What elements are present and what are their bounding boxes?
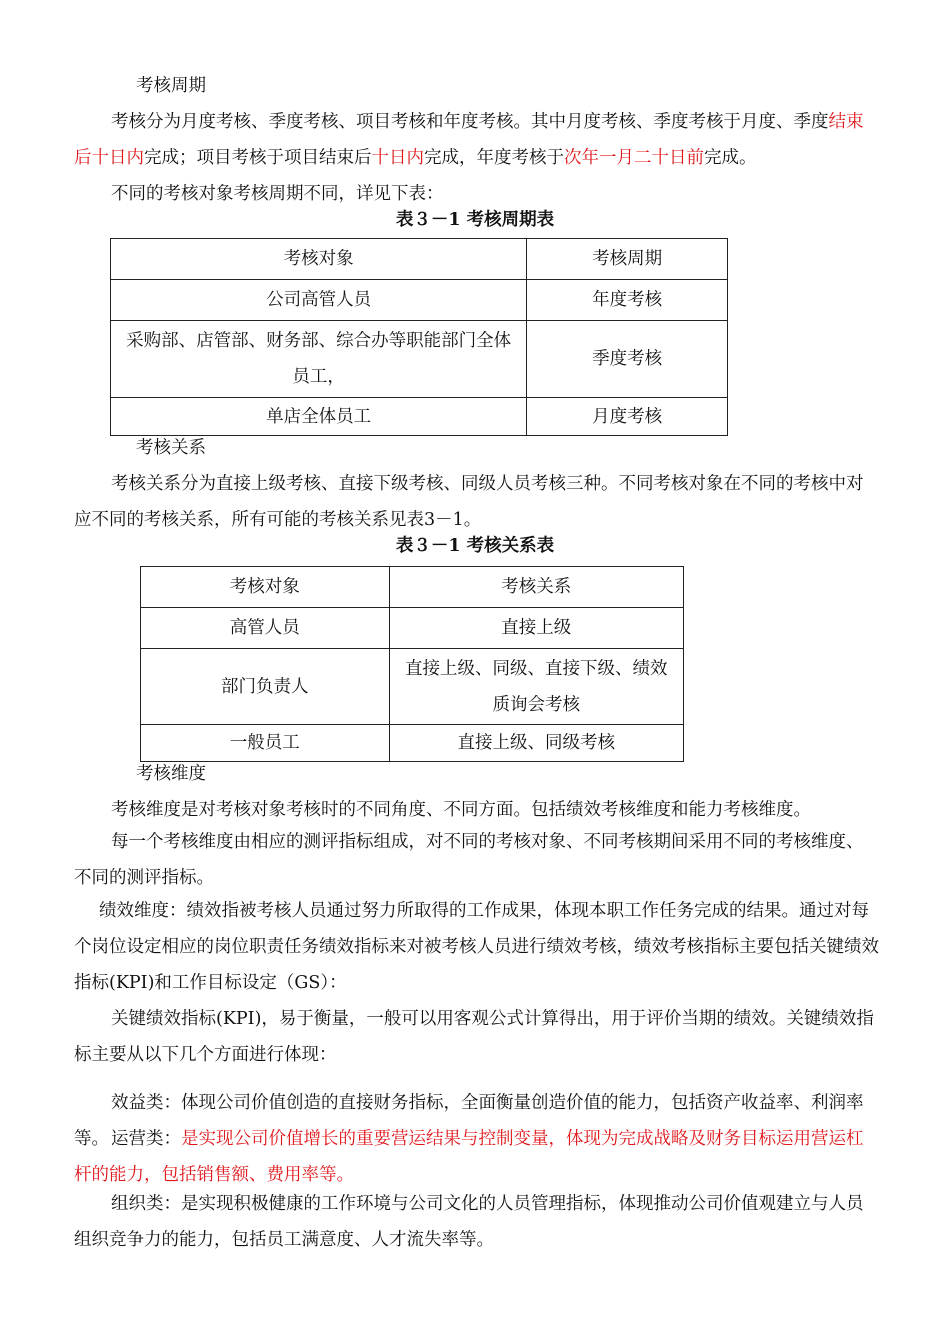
- table-row: [141, 649, 684, 725]
- table-header-row: [111, 239, 728, 280]
- table-cell: 采购部、店管部、财务部、综合办等职能部门全体员工，: [111, 321, 527, 398]
- period-heading: 考核周期: [136, 76, 206, 96]
- relation-table: [140, 566, 684, 762]
- table2-caption: 表３－1 考核关系表: [395, 536, 555, 556]
- table-row: [111, 321, 728, 398]
- text-run: 考核分为月度考核、季度考核、项目考核和年度考核。其中月度考核、季度考核于月度、季度: [111, 112, 829, 132]
- text-run: 完成；项目考核于项目结束后: [144, 148, 372, 168]
- period-table: [110, 238, 728, 436]
- table-cell: 高管人员: [141, 608, 390, 649]
- table-cell: 公司高管人员: [111, 280, 527, 321]
- table-cell: 年度考核: [527, 280, 728, 321]
- text-run: 运营类：: [111, 1129, 181, 1149]
- highlight-text: 是实现公司价值增长的重要营运结果与控制变量，体现为完成战略及财务目标运用营运杠杆的能力，包括销售额、费用率等。: [74, 1129, 864, 1185]
- dimension-heading: 考核维度: [136, 764, 206, 784]
- table-header-cell: 考核周期: [527, 239, 728, 280]
- table1-caption: 表３－1 考核周期表: [395, 210, 555, 230]
- highlight-text: 结束后十日内: [74, 112, 864, 168]
- table-row: [141, 608, 684, 649]
- kpi-paragraph: 关键绩效指标(KPI)，易于衡量，一般可以用客观公式计算得出，用于评价当期的绩效。关键绩效指标主要从以下几个方面进行体现：: [74, 1009, 874, 1065]
- period-paragraph-1: [74, 104, 880, 176]
- highlight-text: 十日内: [371, 148, 424, 168]
- table-cell: 直接上级: [389, 608, 683, 649]
- relation-heading: 考核关系: [136, 438, 206, 458]
- highlight-text: 次年一月二十日前: [564, 148, 704, 168]
- table-header-cell: 考核对象: [141, 567, 390, 608]
- operations-paragraph: [74, 1121, 880, 1193]
- table-header-cell: 考核关系: [389, 567, 683, 608]
- table-cell: 单店全体员工: [111, 398, 527, 436]
- table-cell: 月度考核: [527, 398, 728, 436]
- table-header-row: [141, 567, 684, 608]
- table-cell: 部门负责人: [141, 649, 390, 725]
- performance-paragraph: 绩效维度：绩效指被考核人员通过努力所取得的工作成果，体现本职工作任务完成的结果。通过对每个岗位设定相应的岗位职责任务绩效指标来对被考核人员进行绩效考核，绩效考核指标主要包括关键绩效指标(KPI)和工作目标设定（GS）：: [74, 901, 879, 993]
- dimension-paragraph-2: 每一个考核维度由相应的测评指标组成，对不同的考核对象、不同考核期间采用不同的考核维度、不同的测评指标。: [74, 832, 864, 888]
- table-cell: 直接上级、同级考核: [389, 725, 683, 762]
- relation-paragraph: 考核关系分为直接上级考核、直接下级考核、同级人员考核三种。不同考核对象在不同的考核中对应不同的考核关系，所有可能的考核关系见表3－1。: [74, 474, 864, 530]
- table-cell: 一般员工: [141, 725, 390, 762]
- dimension-paragraph-1: 考核维度是对考核对象考核时的不同角度、不同方面。包括绩效考核维度和能力考核维度。: [111, 800, 811, 820]
- table-row: [111, 280, 728, 321]
- text-run: 完成，年度考核于: [424, 148, 564, 168]
- table-header-cell: 考核对象: [111, 239, 527, 280]
- text-run: 完成。: [704, 148, 757, 168]
- table-cell: 直接上级、同级、直接下级、绩效质询会考核: [389, 649, 683, 725]
- benefit-paragraph: 效益类：体现公司价值创造的直接财务指标，全面衡量创造价值的能力，包括资产收益率、利润率等。: [74, 1093, 864, 1149]
- table-cell: 季度考核: [527, 321, 728, 398]
- organization-paragraph: 组织类：是实现积极健康的工作环境与公司文化的人员管理指标，体现推动公司价值观建立与人员组织竞争力的能力，包括员工满意度、人才流失率等。: [74, 1194, 864, 1250]
- period-paragraph-2: 不同的考核对象考核周期不同，详见下表：: [111, 184, 444, 204]
